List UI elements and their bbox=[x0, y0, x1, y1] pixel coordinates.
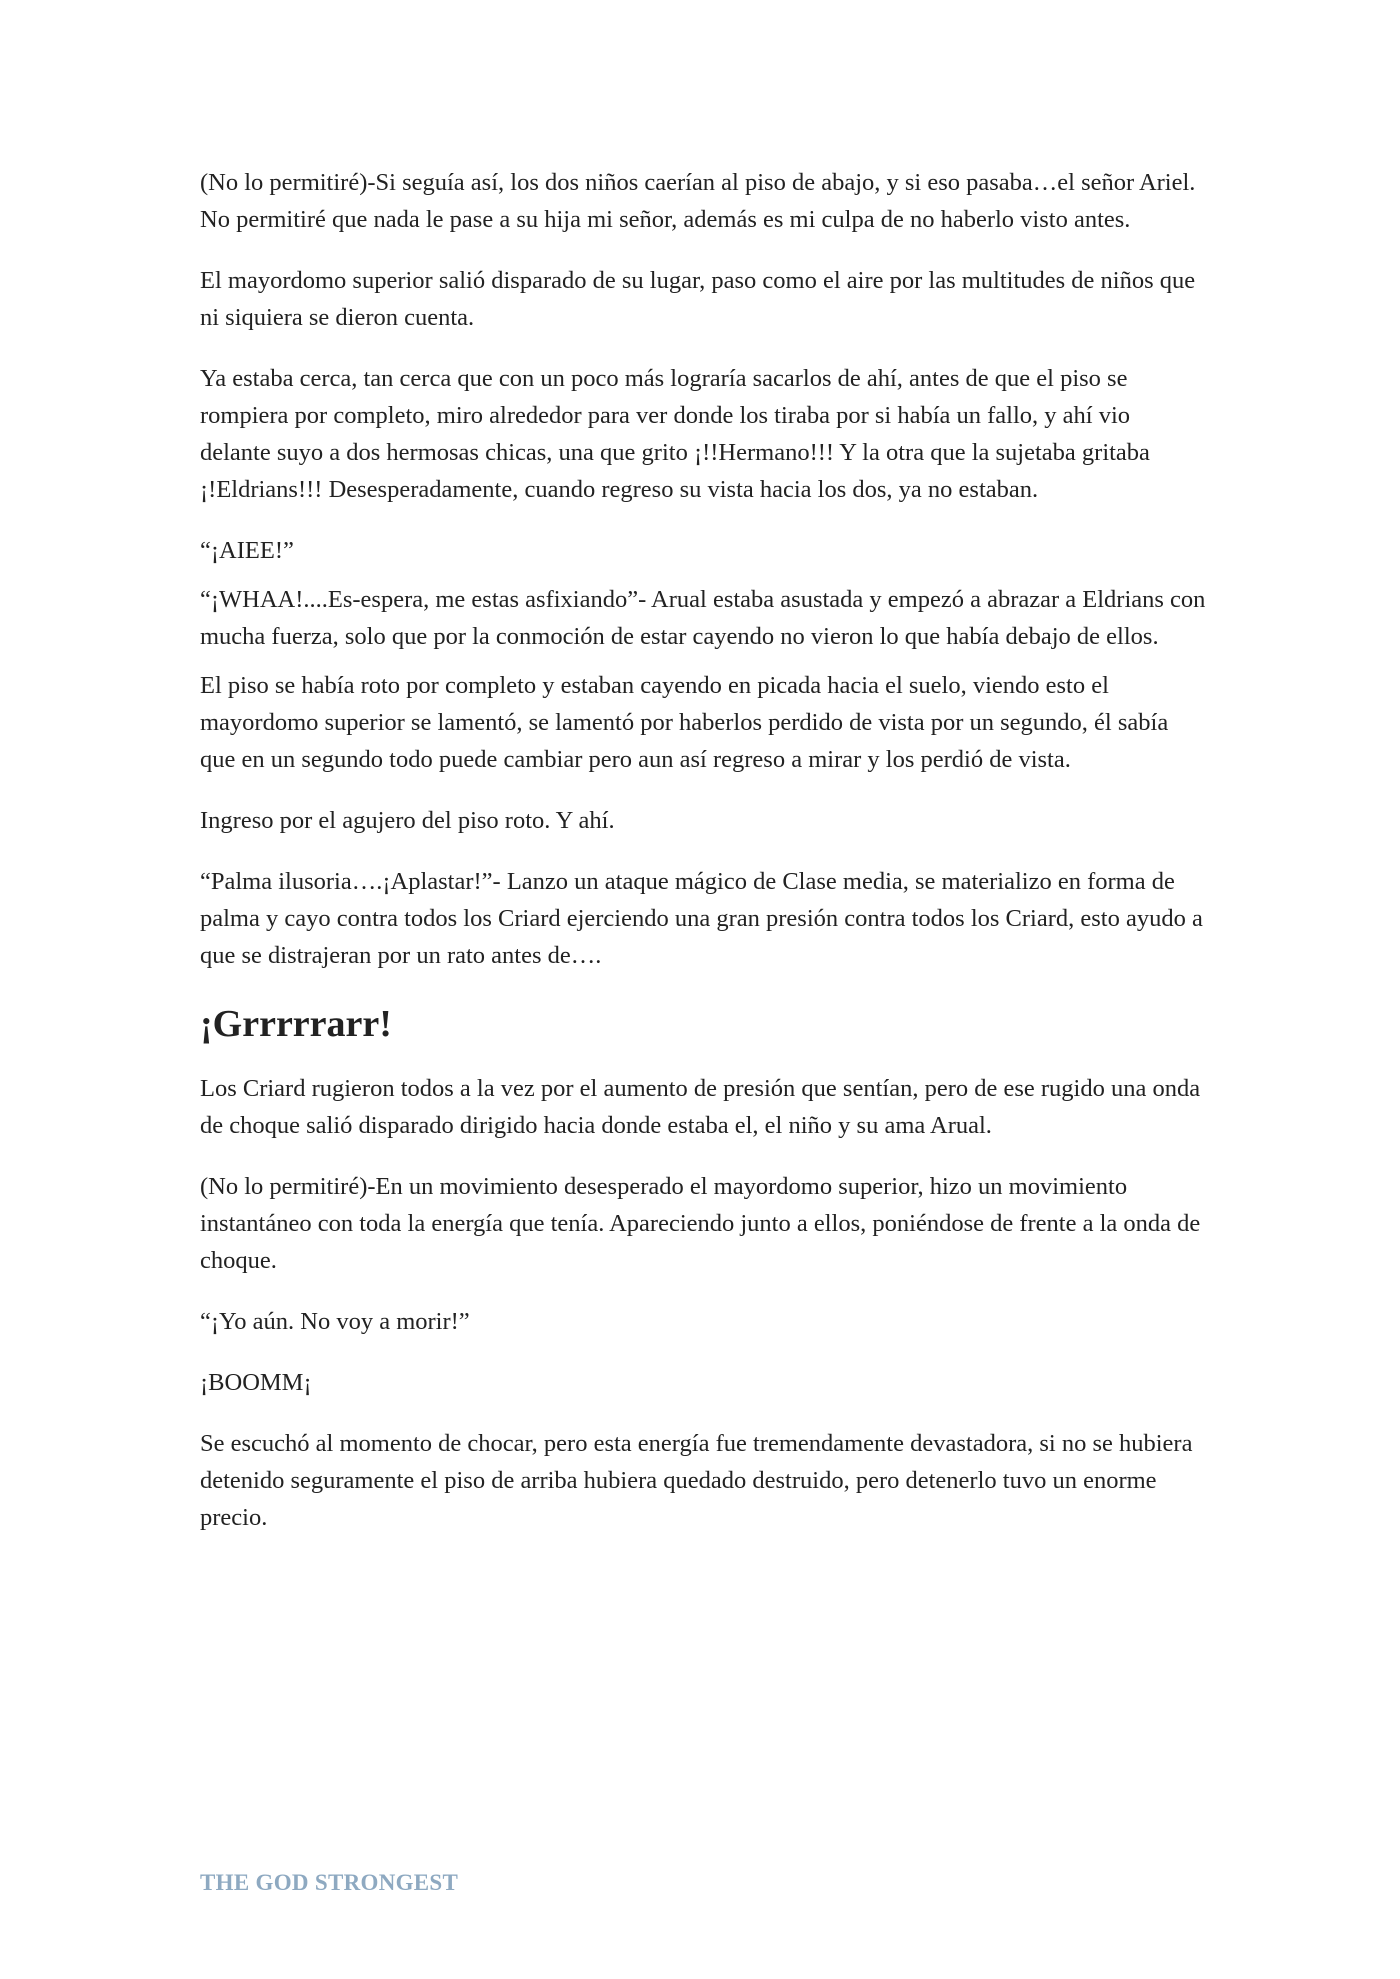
paragraph: “Palma ilusoria….¡Aplastar!”- Lanzo un ataque mágico de Clase media, se materializo en forma de palma y cayo contra todos los Criard ejerciendo una gran presión contra todos los Criard, esto ayudo a que se distrajeran por un rato antes de…. bbox=[200, 868, 1203, 969]
paragraph: “¡WHAA!....Es-espera, me estas asfixiando”- Arual estaba asustada y empezó a abrazar a Eldrians con mucha fuerza, solo que por la conmoción de estar cayendo no vieron lo que había debajo de ellos. bbox=[200, 586, 1206, 650]
paragraph: Ingreso por el agujero del piso roto. Y ahí. bbox=[200, 807, 615, 834]
paragraph: (No lo permitiré)-Si seguía así, los dos niños caerían al piso de abajo, y si eso pasaba…el señor Ariel. No permitiré que nada le pase a su hija mi señor, además es mi culpa de no haberlo visto antes. bbox=[200, 169, 1196, 233]
page-footer: THE GOD STRONGEST bbox=[200, 1870, 459, 1895]
paragraph: Ya estaba cerca, tan cerca que con un poco más lograría sacarlos de ahí, antes de que el piso se rompiera por completo, miro alrededor para ver donde los tiraba por si había un fallo, y ahí vio delante suyo a dos hermosas chicas, una que grito ¡!!Hermano!!! Y la otra que la sujetaba gritaba ¡!Eldrians!!! Desesperadamente, cuando regreso su vista hacia los dos, ya no estaban. bbox=[200, 365, 1150, 503]
paragraph: El piso se había roto por completo y estaban cayendo en picada hacia el suelo, viendo esto el mayordomo superior se lamentó, se lamentó por haberlos perdido de vista por un segundo, él sabía que en un segundo todo puede cambiar pero aun así regreso a mirar y los perdió de vista. bbox=[200, 672, 1169, 773]
paragraph: (No lo permitiré)-En un movimiento desesperado el mayordomo superior, hizo un movimiento instantáneo con toda la energía que tenía. Apareciendo junto a ellos, poniéndose de frente a la onda de choque. bbox=[200, 1173, 1201, 1274]
body-text bbox=[200, 164, 1206, 1560]
paragraph: El mayordomo superior salió disparado de su lugar, paso como el aire por las multitudes de niños que ni siquiera se dieron cuenta. bbox=[200, 267, 1196, 331]
sound-effect-line: ¡BOOMM¡ bbox=[200, 1369, 312, 1396]
paragraph: Los Criard rugieron todos a la vez por el aumento de presión que sentían, pero de ese rugido una onda de choque salió disparado dirigido hacia donde estaba el, el niño y su ama Arual. bbox=[200, 1075, 1201, 1139]
dialogue-line: “¡Yo aún. No voy a morir!” bbox=[200, 1308, 470, 1335]
paragraph: Se escuchó al momento de chocar, pero esta energía fue tremendamente devastadora, si no se hubiera detenido seguramente el piso de arriba hubiera quedado destruido, pero detenerlo tuvo un enorme precio. bbox=[200, 1430, 1193, 1531]
dialogue-line: “¡AIEE!” bbox=[200, 537, 294, 564]
sound-effect-heading: ¡Grrrrrarr! bbox=[200, 1003, 392, 1045]
